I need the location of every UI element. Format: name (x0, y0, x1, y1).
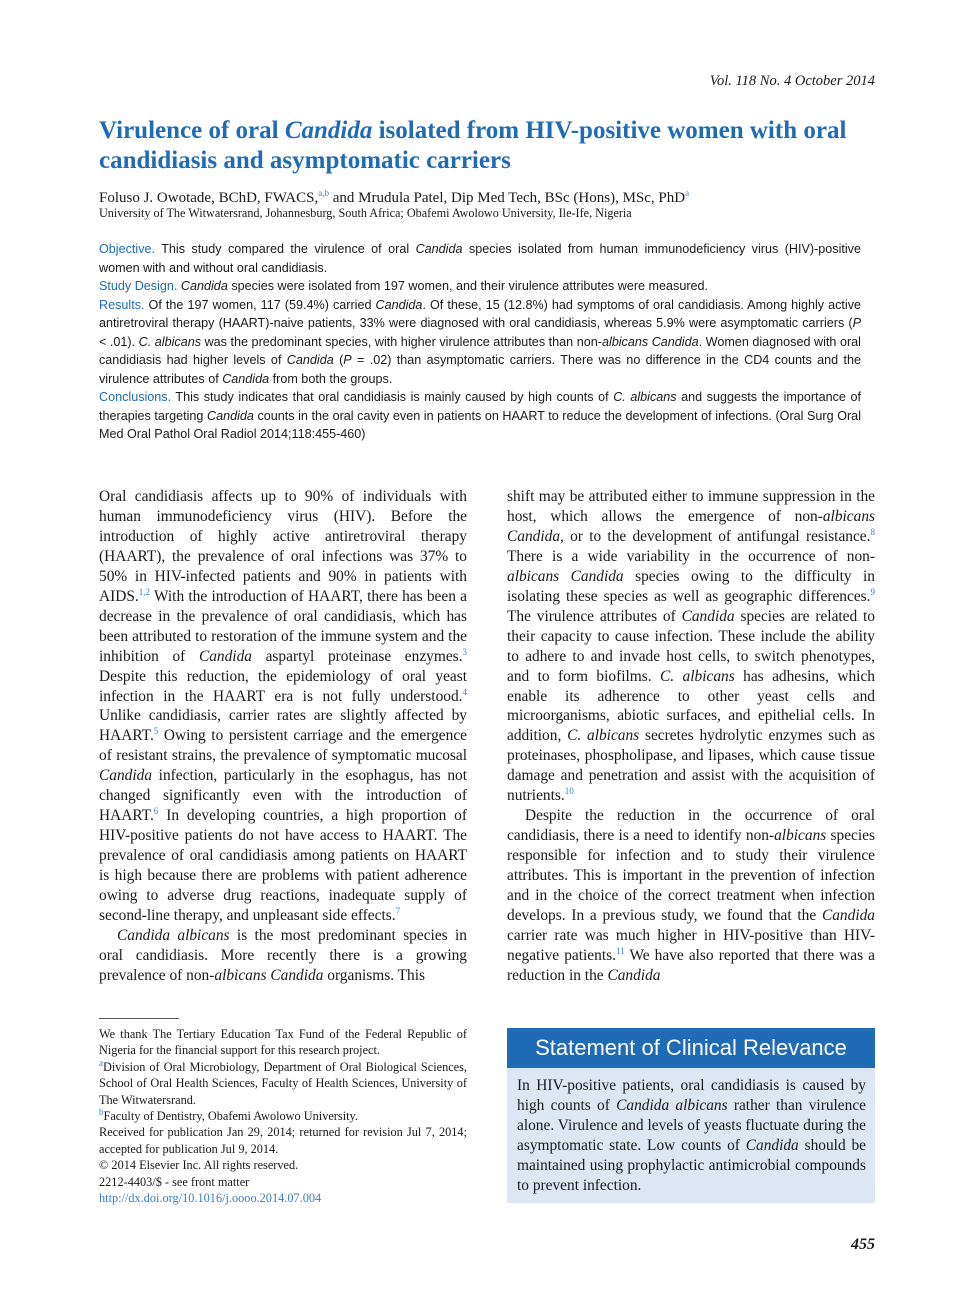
footnote-affiliation-a: $^a$Division of Oral Microbiology, Department of Oral Biological Sciences, School of Oral Health Sciences, Faculty of Health Sciences, University of The Witwatersrand. (99, 1057, 467, 1107)
abstract-objective: Objective. This study compared the virulence of oral Candida species isolated from human immunodeficiency virus (HIV)-positive women with and without oral candidiasis. (99, 242, 861, 275)
abstract-results: Results. Of the 197 women, 117 (59.4%) carried Candida. Of these, 15 (12.8%) had symptoms of oral candidiasis. Among highly active antiretroviral therapy (HAART)-naive patients, 33% were diagnosed with oral candidiasis, whereas 5.9% were asymptomatic carriers (P < .01). C. albicans was the predominant species, with higher virulence attributes than non-albicans Candida. Women diagnosed with oral candidiasis had higher levels of Candida (P = .02) than asymptomatic carriers. There was no difference in the CD4 counts and the virulence attributes of Candida from both the groups. (99, 297, 861, 386)
footnote-copyright: © 2014 Elsevier Inc. All rights reserved. (99, 1158, 299, 1173)
clinical-relevance-body: In HIV-positive patients, oral candidiasis is caused by high counts of Candida albicans rather than virulence alone. Virulence and levels of yeasts fluctuate during the asymptomatic state. Low counts of Candida should be maintained using prophylactic antimicrobial compounds to prevent infection. (507, 1068, 875, 1203)
abstract-design-label: Study Design. (99, 279, 178, 293)
abstract-results-label: Results. (99, 297, 145, 312)
body-column-left (99, 487, 467, 986)
reference-link[interactable]: 11 (615, 945, 625, 956)
body-column-right (507, 487, 875, 986)
reference-link[interactable]: 5 (153, 726, 159, 737)
reference-link[interactable]: 7 (395, 905, 401, 916)
doi-link[interactable]: http://dx.doi.org/10.1016/j.oooo.2014.07.004 (99, 1191, 322, 1206)
footnote-affiliation-b: $^b$Faculty of Dentistry, Obafemi Awolowo University. (99, 1106, 358, 1124)
body-paragraph: Candida albicans is the most predominant species in oral candidiasis. More recently there is a growing prevalence of non-albicans Candida organisms. This (99, 926, 467, 984)
page-number: 455 (851, 1236, 875, 1253)
reference-link[interactable]: 9 (870, 586, 875, 597)
body-paragraph: shift may be attributed either to immune suppression in the host, which allows the emergence of non-albicans Candida, or to the development of antifungal resistance.$^8$ There is a wide variability in the occurrence of non-albicans Candida species owing to the difficulty in isolating these species as well as geographic differences.$^9$ The virulence attributes of Candida species are related to their capacity to cause infection. These include the ability to adhere to and invade host cells, to switch phenotypes, and to form biofilms. C. albicans has adhesins, which enable its adherence to other yeast cells and microorganisms, abiotic surfaces, and epithelial cells. In addition, C. albicans secretes hydrolytic enzymes such as proteinases, phospholipase, and lipases, which cause tissue damage and penetration and assist with the acquisition of nutrients.$^{10}$ (507, 488, 875, 805)
abstract-conclusions-label: Conclusions. (99, 390, 172, 404)
body-paragraph: Oral candidiasis affects up to 90% of individuals with human immunodeficiency virus (HIV). Before the introduction of highly active antiretroviral therapy (HAART), the prevalence of oral infections was 37% to 50% in HIV-infected patients and 90% in patients with AIDS.$^{1,2}$ With the introduction of HAART, there has been a decrease in the prevalence of oral candidiasis, which has been attributed to restoration of the immune system and the inhibition of Candida aspartyl proteinase enzymes.$^3$ Despite this reduction, the epidemiology of oral yeast infection in the HAART era is not fully understood.$^4$ Unlike candidiasis, carrier rates are slightly affected by HAART.$^5$ Owing to persistent carriage and the emergence of resistant strains, the prevalence of symptomatic mucosal Candida infection, particularly in the esophagus, has not changed significantly even with the introduction of HAART.$^6$ In developing countries, a high proportion of HIV-positive patients do not have access to HAART. The prevalence of oral candidiasis among patients on HAART is high because there are problems with patient adherence owing to adverse drug reactions, inadequate supply of second-line therapy, and unpleasant side effects.$^7$ (99, 488, 468, 925)
abstract-objective-label: Objective. (99, 242, 155, 256)
author-affiliation: University of The Witwatersrand, Johannesburg, South Africa; Obafemi Awolowo University, Ile-Ife, Nigeria (99, 206, 632, 220)
footnote-divider (99, 1018, 179, 1019)
abstract (99, 240, 861, 444)
reference-link[interactable]: 6 (153, 806, 159, 817)
reference-link[interactable]: 1,2 (138, 586, 151, 597)
reference-link[interactable]: 8 (870, 526, 875, 537)
article-title: Virulence of oral Candida isolated from HIV-positive women with oral candidiasis and asymptomatic carriers (99, 117, 847, 174)
reference-link[interactable]: 4 (462, 686, 467, 697)
footnotes (99, 1026, 467, 1206)
clinical-relevance-heading: Statement of Clinical Relevance (507, 1028, 875, 1068)
body-paragraph: Despite the reduction in the occurrence of oral candidiasis, there is a need to identify non-albicans species responsible for infection and to study their virulence attributes. This is important in the prevention of infection and in the choice of the correct treatment when infection develops. In a previous study, we found that the Candida carrier rate was much higher in HIV-positive than HIV-negative patients.$^{11}$ We have also reported that there was a reduction in the Candida (507, 807, 875, 984)
footnote-received: Received for publication Jan 29, 2014; returned for revision Jul 7, 2014; accepted for publication Jul 9, 2014. (99, 1125, 467, 1156)
reference-link[interactable]: 10 (564, 786, 574, 797)
abstract-conclusions: Conclusions. This study indicates that oral candidiasis is mainly caused by high counts of C. albicans and suggests the importance of therapies targeting Candida counts in the oral cavity even in patients on HAART to reduce the development of infections. (Oral Surg Oral Med Oral Pathol Oral Radiol 2014;118:455-460) (99, 390, 861, 441)
journal-issue: Vol. 118 No. 4 October 2014 (709, 73, 875, 89)
abstract-study-design: Study Design. Candida species were isolated from 197 women, and their virulence attributes were measured. (99, 279, 709, 293)
reference-link[interactable]: 3 (462, 646, 468, 657)
footnote-acknowledgment: We thank The Tertiary Education Tax Fund of the Federal Republic of Nigeria for the financial support for this research project. (99, 1027, 467, 1058)
footnote-issn: 2212-4403/$ - see front matter (99, 1174, 250, 1189)
author-list: Foluso J. Owotade, BChD, FWACS,$^{a,b}$ and Mrudula Patel, Dip Med Tech, BSc (Hons), MSc, PhD$^a$ (99, 188, 690, 206)
